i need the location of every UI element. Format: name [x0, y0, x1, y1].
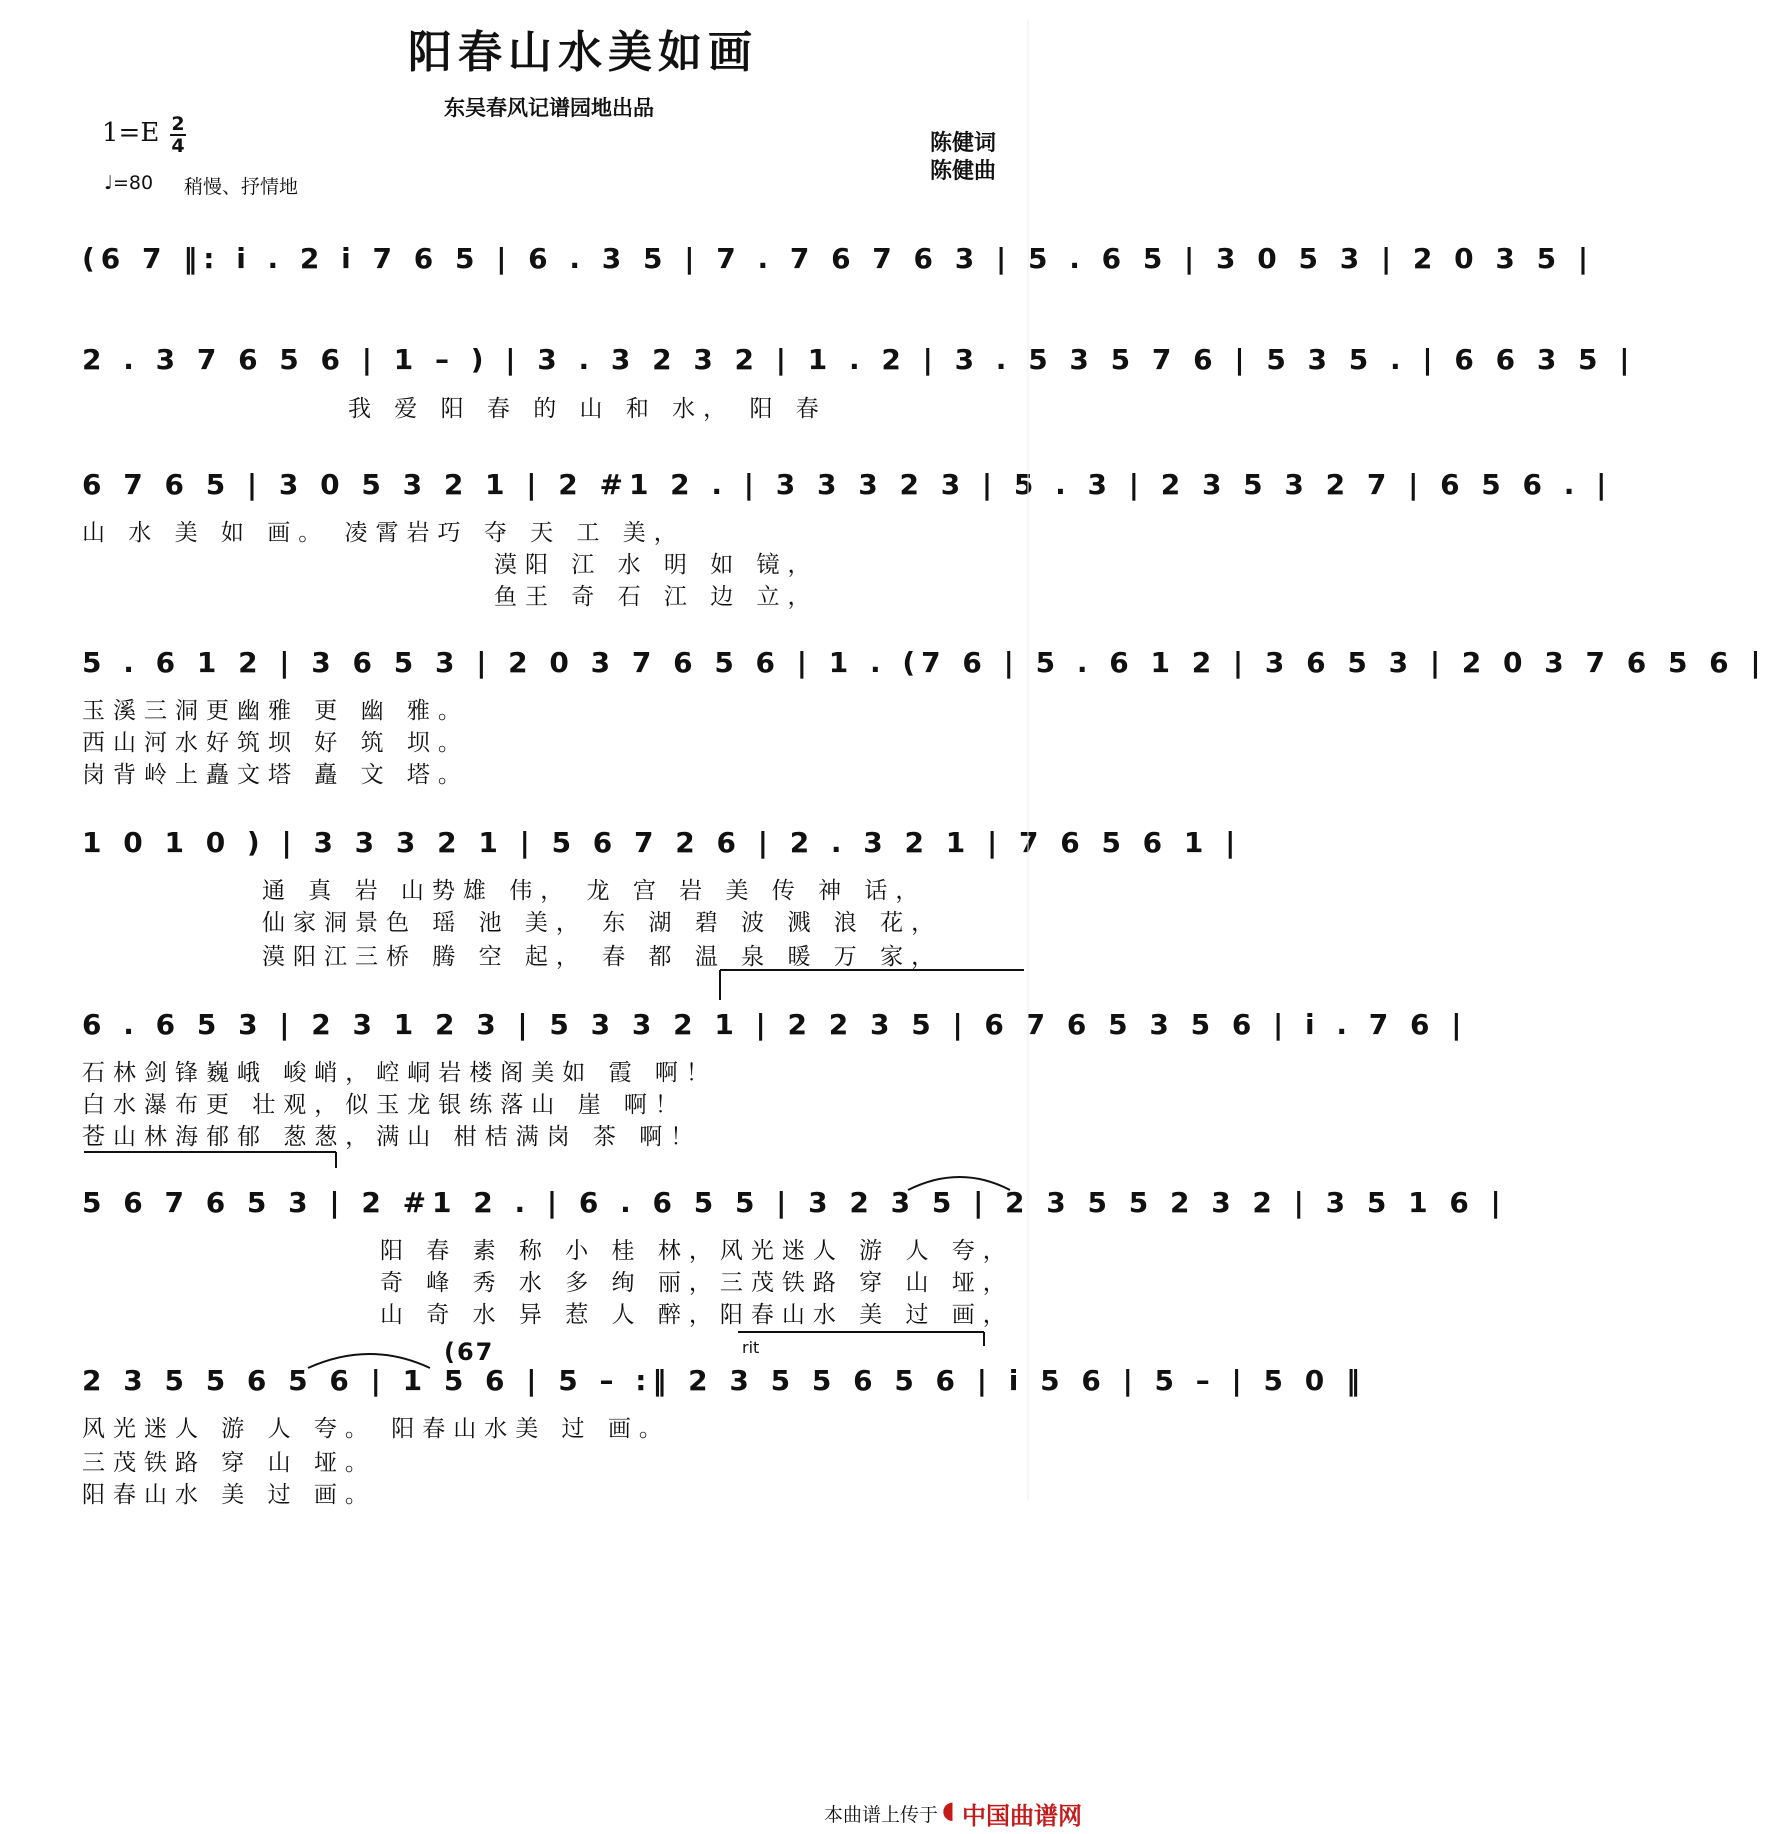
- lyrics-line-7-verse-2: 奇 峰 秀 水 多 绚 丽，三茂铁路 穿 山 垭，: [380, 1270, 1014, 1296]
- slur-arc: [908, 1177, 1010, 1190]
- notation-line-5: 1 0 1 0 ) | 3 3 3 2 1 | 5 6 7 2 6 | 2 . 3 2 1 | 7 6 5 6 1 |: [82, 826, 1242, 859]
- footer-upload-text: 本曲谱上传于: [824, 1804, 939, 1826]
- lyrics-line-3-verse-2: 漠阳 江 水 明 如 镜，: [494, 552, 819, 578]
- key-signature: 1=E: [102, 118, 160, 148]
- tie-arc: [308, 1354, 430, 1368]
- site-logo-text[interactable]: 中国曲谱网: [962, 1802, 1082, 1830]
- notation-line-8: 2 3 5 5 6 5 6 | 1 5 6 | 5 – :‖ 2 3 5 5 6 5 6 | i 5 6 | 5 – | 5 0 ‖: [82, 1364, 1366, 1397]
- pickup-notes: (67: [444, 1338, 495, 1366]
- lyrics-line-8-verse-2: 三茂铁路 穿 山 垭。: [82, 1450, 376, 1476]
- notation-line-7: 5 6 7 6 5 3 | 2 #1 2 . | 6 . 6 5 5 | 3 2 3 5 | 2 3 5 5 2 3 2 | 3 5 1 6 |: [82, 1186, 1507, 1219]
- notation-line-4: 5 . 6 1 2 | 3 6 5 3 | 2 0 3 7 6 5 6 | 1 . (7 6 | 5 . 6 1 2 | 3 6 5 3 | 2 0 3 7 6 5 6 |: [82, 646, 1767, 679]
- lyrics-line-6-verse-3: 苍山林海郁郁 葱葱，满山 柑桔满岗 茶 啊！: [82, 1124, 702, 1150]
- expression-marking: 稍慢、抒情地: [184, 176, 299, 198]
- lyrics-line-4-verse-1: 玉溪三洞更幽雅 更 幽 雅。: [82, 698, 469, 724]
- lyrics-line-6-verse-2: 白水瀑布更 壮观，似玉龙银练落山 崖 啊！: [82, 1092, 686, 1118]
- lyrics-line-6-verse-1: 石林剑锋巍峨 峻峭，崆峒岩楼阁美如 霞 啊！: [82, 1060, 717, 1086]
- composer: 陈健曲: [930, 159, 997, 184]
- lyrics-line-3-verse-1: 山 水 美 如 画。 凌霄岩巧 夺 天 工 美，: [82, 520, 685, 546]
- time-signature-bottom: 4: [171, 135, 185, 157]
- ritardando-marking: rit: [742, 1338, 760, 1357]
- notation-line-2: 2 . 3 7 6 5 6 | 1 – ) | 3 . 3 2 3 2 | 1 . 2 | 3 . 5 3 5 7 6 | 5 3 5 . | 6 6 3 5 |: [82, 343, 1636, 376]
- lyricist: 陈健词: [930, 131, 997, 156]
- lyrics-line-8-verse-3: 阳春山水 美 过 画。: [82, 1482, 376, 1508]
- subtitle: 东吴春风记谱园地出品: [444, 96, 654, 120]
- page-title: 阳春山水美如画: [408, 27, 758, 78]
- lyrics-line-2-verse-1: 我 爱 阳 春 的 山 和 水， 阳 春: [348, 396, 827, 422]
- lyrics-line-8-verse-1: 风光迷人 游 人 夸。 阳春山水美 过 画。: [82, 1416, 670, 1442]
- lyrics-line-4-verse-2: 西山河水好筑坝 好 筑 坝。: [82, 730, 469, 756]
- lyrics-line-5-verse-1: 通 真 岩 山势雄 伟， 龙 宫 岩 美 传 神 话，: [262, 878, 927, 904]
- lyrics-line-7-verse-3: 山 奇 水 异 惹 人 醉，阳春山水 美 过 画，: [380, 1302, 1014, 1328]
- notation-line-6: 6 . 6 5 3 | 2 3 1 2 3 | 5 3 3 2 1 | 2 2 3 5 | 6 7 6 5 3 5 6 | i . 7 6 |: [82, 1008, 1468, 1041]
- notation-line-1: (6 7 ‖: i . 2 i 7 6 5 | 6 . 3 5 | 7 . 7 6 7 6 3 | 5 . 6 5 | 3 0 5 3 | 2 0 3 5 |: [82, 242, 1595, 275]
- tempo-marking: ♩=80: [104, 172, 154, 194]
- site-logo-icon: ◖: [942, 1796, 955, 1824]
- notation-line-3: 6 7 6 5 | 3 0 5 3 2 1 | 2 #1 2 . | 3 3 3 2 3 | 5 . 3 | 2 3 5 3 2 7 | 6 5 6 . |: [82, 468, 1613, 501]
- lyrics-line-5-verse-3: 漠阳江三桥 腾 空 起， 春 都 温 泉 暖 万 家，: [262, 944, 943, 970]
- lyrics-line-7-verse-1: 阳 春 素 称 小 桂 林，风光迷人 游 人 夸，: [380, 1238, 1014, 1264]
- lyrics-line-3-verse-3: 鱼王 奇 石 江 边 立，: [494, 584, 819, 610]
- lyrics-line-4-verse-3: 岗背岭上矗文塔 矗 文 塔。: [82, 762, 469, 788]
- lyrics-line-5-verse-2: 仙家洞景色 瑶 池 美， 东 湖 碧 波 溅 浪 花，: [262, 910, 943, 936]
- time-signature-top: 2: [171, 113, 185, 135]
